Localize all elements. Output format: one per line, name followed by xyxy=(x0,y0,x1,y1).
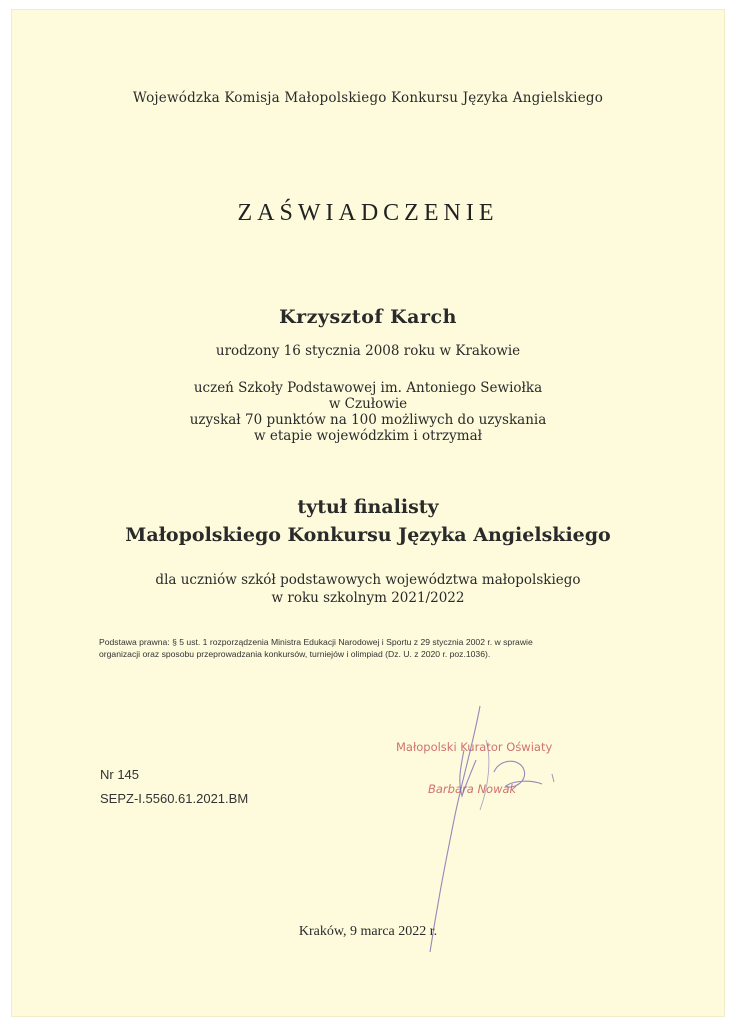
award-title: tytuł finalisty xyxy=(297,496,439,518)
committee-header: Wojewódzka Komisja Małopolskiego Konkursu Języka Angielskiego xyxy=(132,90,604,106)
birth-line: urodzony 16 stycznia 2008 roku w Krakowie xyxy=(215,343,521,359)
certificate-number: Nr 145 xyxy=(100,767,140,782)
points-line: uzyskał 70 punktów na 100 możliwych do uzyskania xyxy=(189,412,547,428)
document-title: ZAŚWIADCZENIE xyxy=(237,200,499,226)
certificate-page xyxy=(12,10,724,1016)
legal-basis-line-2: organizacji oraz sposobu przeprowadzania konkursów, turniejów i olimpiad (Dz. U. z 2020 r. poz.1036). xyxy=(99,649,491,659)
stamp-title: Małopolski Kurator Oświaty xyxy=(396,740,553,754)
reference-number: SEPZ-I.5560.61.2021.BM xyxy=(100,791,249,806)
place-and-date: Kraków, 9 marca 2022 r. xyxy=(298,924,438,939)
legal-basis-line-1: Podstawa prawna: § 5 ust. 1 rozporządzenia Ministra Edukacji Narodowej i Sportu z 29 stycznia 2002 r. w sprawie xyxy=(99,637,533,647)
handwritten-signature-icon xyxy=(402,700,572,960)
school-line-2: w Czułowie xyxy=(328,396,408,412)
school-year-line: w roku szkolnym 2021/2022 xyxy=(271,590,465,606)
legal-basis xyxy=(99,636,659,660)
school-line-1: uczeń Szkoły Podstawowej im. Antoniego Sewiołka xyxy=(193,380,543,396)
stage-line: w etapie wojewódzkim i otrzymał xyxy=(253,428,483,444)
recipient-name: Krzysztof Karch xyxy=(279,306,457,328)
stamp-name: Barbara Nowak xyxy=(428,782,517,796)
audience-line: dla uczniów szkół podstawowych województwa małopolskiego xyxy=(155,572,581,588)
competition-name: Małopolskiego Konkursu Języka Angielskiego xyxy=(125,524,611,546)
